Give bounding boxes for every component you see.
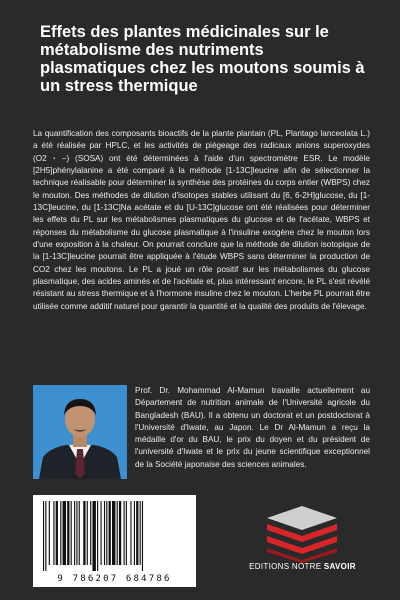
- barcode-bar: [112, 501, 115, 565]
- isbn-number: 9 786207 684786: [57, 574, 172, 584]
- barcode-bar: [97, 501, 98, 571]
- barcode-bar: [45, 501, 46, 571]
- barcode-bar: [142, 501, 143, 571]
- barcode-bar: [130, 501, 131, 565]
- barcode-bar: [67, 501, 69, 565]
- barcode-bar: [49, 501, 50, 565]
- barcode-bar: [76, 501, 77, 565]
- publisher-name: EDITIONS NOTRE SAVOIR: [249, 562, 356, 571]
- barcode-bar: [101, 501, 102, 565]
- author-photo: [33, 385, 127, 479]
- barcode-bar: [43, 501, 44, 571]
- book-title: Effets des plantes médicinales sur le métabolisme des nutriments plasmatiques chez les moutons soumis à un stress thermique: [40, 23, 365, 95]
- isbn-barcode: [33, 495, 196, 587]
- barcode-bar: [79, 501, 80, 565]
- barcode-bar: [136, 501, 138, 565]
- barcode-bar: [126, 501, 127, 565]
- barcode-bar: [90, 501, 91, 565]
- barcode-bar: [71, 501, 72, 565]
- barcode-bar: [117, 501, 118, 565]
- barcode-bar: [83, 501, 85, 565]
- barcode-bar: [104, 501, 105, 565]
- barcode: [43, 501, 186, 571]
- barcode-bar: [60, 501, 61, 565]
- barcode-bar: [92, 501, 95, 571]
- barcode-bar: [109, 501, 111, 565]
- book-abstract: La quantification des composants bioactifs de la plante plantain (PL, Plantago lanceolata L.) a été réalisée par HPLC, et les activités de piégeage des radicaux anions superoxydes (O2・−) (SOSA) ont été déterminées à l'aide d'un spectromètre ESR. Le modèle [2H5]phénylalanine a été comparé à la méthode [1-13C]leucine afin de sélectionner la technique réalisable pour déterminer la synthèse des protéines du corps entier (WBPS) chez le mouton. Des méthodes de dilution d'isotopes stables utilisant du [6, 6-2H]glucose, du [1-13C]leucine, du [1-13C]Na acétate et du [U-13C]glucose ont été réalisées pour déterminer les effets du PL sur les métabolismes plasmatiques du glucose et de l'acétate, WBPS et réponses du métabolisme du glucose plasmatique à l'insuline exogène chez le mouton lors d'une exposition à la chaleur. On pourrait conclure que la méthode de dilution isotopique de la [1-13C]leucine pourrait être appliquée à l'étude WBPS sans déterminer la production de CO2 chez les moutons. Le PL a joué un rôle positif sur les métabolismes du glucose plasmatique, des acides aminés et de l'acétate et, plus intéressant encore, le PL s'est révélé résistant au stress thermique et à l'hormone insuline chez le mouton. L'herbe PL pourrait être utilisée comme additif naturel pour garantir la quantité et la qualité des produits de l'élevage.: [33, 129, 370, 311]
- barcode-bar: [53, 501, 54, 565]
- barcode-bar: [74, 501, 75, 565]
- barcode-bar: [119, 501, 121, 565]
- barcode-bar: [106, 501, 107, 565]
- barcode-bar: [56, 501, 58, 565]
- barcode-bar: [134, 501, 135, 565]
- publisher-logo: [247, 503, 357, 563]
- barcode-bar: [140, 501, 141, 565]
- barcode-bar: [124, 501, 125, 565]
- barcode-bar: [63, 501, 66, 565]
- barcode-bar: [87, 501, 88, 565]
- author-bio: Prof. Dr. Mohammad Al-Mamun travaille actuellement au Département de nutrition animale de l'Université agricole du Bangladesh (BAU). Il a obtenu un doctorat et un postdoctorat à l'Université d'Iwate, au Japon. Le Dr Al-Mamun a reçu la médaille d'or du BAU, le prix du doyen et du président de l'université d'Iwate et le prix du jeune scientifique exceptionnel de la Société japonaise des sciences animales.: [135, 386, 370, 469]
